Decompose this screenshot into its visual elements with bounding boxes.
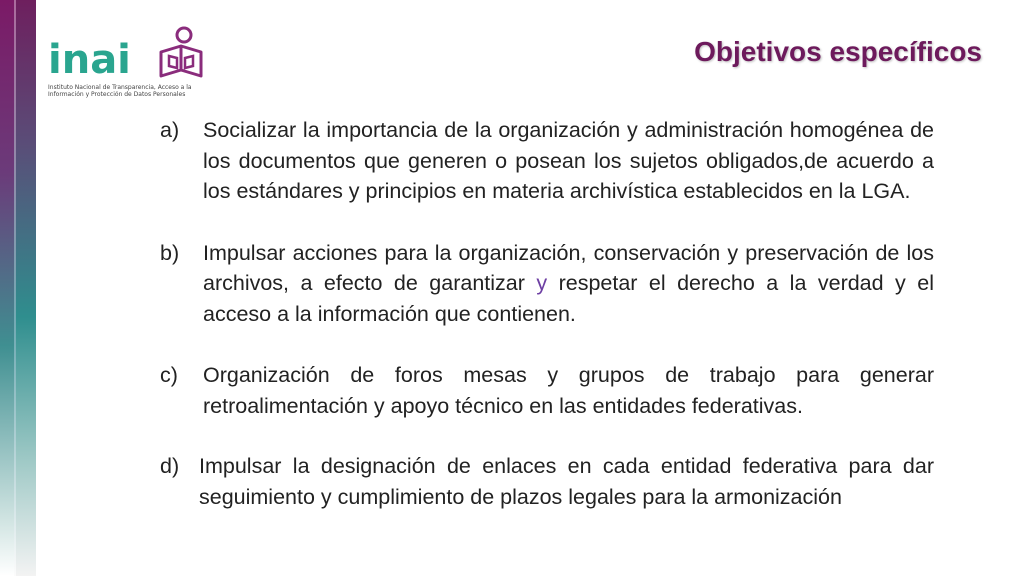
highlighted-word: y bbox=[536, 271, 548, 295]
list-item bbox=[160, 238, 934, 330]
inai-logo bbox=[48, 26, 218, 106]
item-text bbox=[203, 238, 934, 330]
item-marker: a) bbox=[160, 118, 180, 142]
objectives-list bbox=[160, 115, 934, 512]
item-text: Impulsar la designación de enlaces en cada entidad federativa para dar seguimiento y cumplimiento de plazos legales para la armonización bbox=[199, 454, 934, 509]
open-book-person-icon bbox=[155, 26, 207, 82]
list-item bbox=[160, 360, 934, 421]
item-marker: d) bbox=[160, 454, 180, 478]
logo-wordmark: inai bbox=[48, 37, 131, 83]
item-text: Socializar la importancia de la organización y administración homogénea de los documentos que generen o posean los sujetos obligados,de acuerdo a los estándares y principios en materia archivística establecidos en la LGA. bbox=[203, 118, 934, 203]
side-decorative-bar bbox=[0, 0, 36, 576]
item-text-part: Impulsar acciones para la organización, conservación y preservación de los archivos, a efecto de garantizar bbox=[203, 240, 934, 295]
item-marker: b) bbox=[160, 240, 180, 265]
logo-tagline: Instituto Nacional de Transparencia, Acceso a la Información y Protección de Datos Personales bbox=[48, 84, 192, 98]
list-item bbox=[160, 115, 934, 207]
item-text-part: respetar el derecho a la verdad y el acceso a la información que contienen. bbox=[203, 271, 934, 326]
list-item bbox=[160, 451, 934, 512]
side-bar-stripe bbox=[0, 0, 14, 576]
page-title: Objetivos específicos bbox=[694, 36, 982, 67]
item-text: Organización de foros mesas y grupos de trabajo para generar retroalimentación y apoyo técnico en las entidades federativas. bbox=[203, 363, 934, 418]
item-marker: c) bbox=[160, 363, 178, 387]
